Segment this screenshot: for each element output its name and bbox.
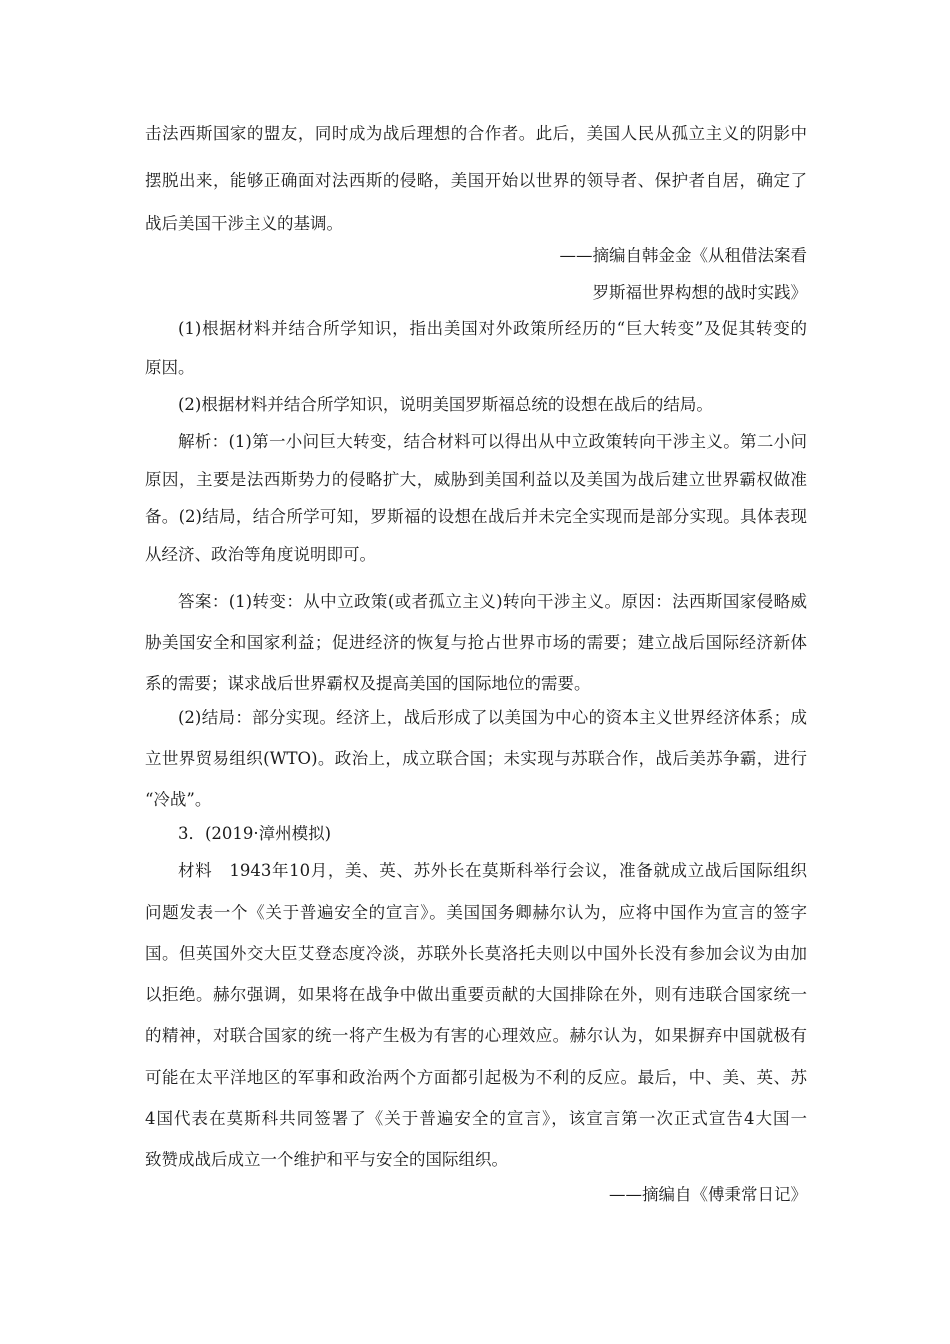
question-3-heading: 3．(2019·漳州模拟) — [178, 824, 332, 843]
material-2-text-line: 击法西斯国家的盟友，同时成为战后理想的合作者。此后，美国人民从孤立主义的阴影中 — [145, 124, 807, 143]
answer-paragraph: 系的需要；谋求战后世界霸权及提高美国的国际地位的需要。 — [145, 674, 591, 693]
analysis-paragraph: 解析：(1)第一小问巨大转变，结合材料可以得出从中立政策转向干涉主义。第二小问 — [178, 432, 807, 451]
question-1: 原因。 — [145, 358, 195, 377]
material-3-text-line: 致赞成战后成立一个维护和平与安全的国际组织。 — [145, 1150, 508, 1169]
source-citation: ——摘编自《傅秉常日记》 — [609, 1185, 807, 1204]
analysis-paragraph: 从经济、政治等角度说明即可。 — [145, 545, 376, 564]
material-3-text-line: 问题发表一个《关于普遍安全的宣言》。美国国务卿赫尔认为，应将中国作为宣言的签字 — [145, 903, 807, 922]
analysis-paragraph: 原因，主要是法西斯势力的侵略扩大，威胁到美国利益以及美国为战后建立世界霸权做准 — [145, 470, 807, 489]
answer-paragraph-2: (2)结局：部分实现。经济上，战后形成了以美国为中心的资本主义世界经济体系；成 — [178, 708, 807, 727]
question-1: (1)根据材料并结合所学知识，指出美国对外政策所经历的“巨大转变”及促其转变的 — [178, 319, 807, 338]
material-2-text-line: 战后美国干涉主义的基调。 — [145, 214, 343, 233]
answer-paragraph: 答案：(1)转变：从中立政策(或者孤立主义)转向干涉主义。原因：法西斯国家侵略威 — [178, 592, 807, 611]
source-citation: 罗斯福世界构想的战时实践》 — [592, 283, 807, 302]
answer-paragraph-2: “冷战”。 — [145, 790, 212, 809]
material-3-text-line: 国。但英国外交大臣艾登态度冷淡，苏联外长莫洛托夫则以中国外长没有参加会议为由加 — [145, 944, 807, 963]
material-3-text-line: 材料 1943年10月，美、英、苏外长在莫斯科举行会议，准备就成立战后国际组织 — [178, 861, 807, 880]
material-3-text-line: 以拒绝。赫尔强调，如果将在战争中做出重要贡献的大国排除在外，则有违联合国家统一 — [145, 985, 807, 1004]
material-3-text-line: 4国代表在莫斯科共同签署了《关于普遍安全的宣言》，该宣言第一次正式宣告4大国一 — [145, 1109, 807, 1128]
answer-paragraph-2: 立世界贸易组织(WTO)。政治上，成立联合国；未实现与苏联合作，战后美苏争霸，进行 — [145, 749, 807, 768]
question-2: (2)根据材料并结合所学知识，说明美国罗斯福总统的设想在战后的结局。 — [178, 395, 713, 414]
material-2-text-line: 摆脱出来，能够正确面对法西斯的侵略，美国开始以世界的领导者、保护者自居，确定了 — [145, 171, 807, 190]
analysis-paragraph: 备。(2)结局，结合所学可知，罗斯福的设想在战后并未完全实现而是部分实现。具体表现 — [145, 507, 807, 526]
source-citation: ——摘编自韩金金《从租借法案看 — [559, 246, 807, 265]
material-3-text-line: 的精神，对联合国家的统一将产生极为有害的心理效应。赫尔认为，如果摒弃中国就极有 — [145, 1026, 807, 1045]
material-3-text-line: 可能在太平洋地区的军事和政治两个方面都引起极为不利的反应。最后，中、美、英、苏 — [145, 1068, 807, 1087]
answer-paragraph: 胁美国安全和国家利益；促进经济的恢复与抢占世界市场的需要；建立战后国际经济新体 — [145, 633, 807, 652]
